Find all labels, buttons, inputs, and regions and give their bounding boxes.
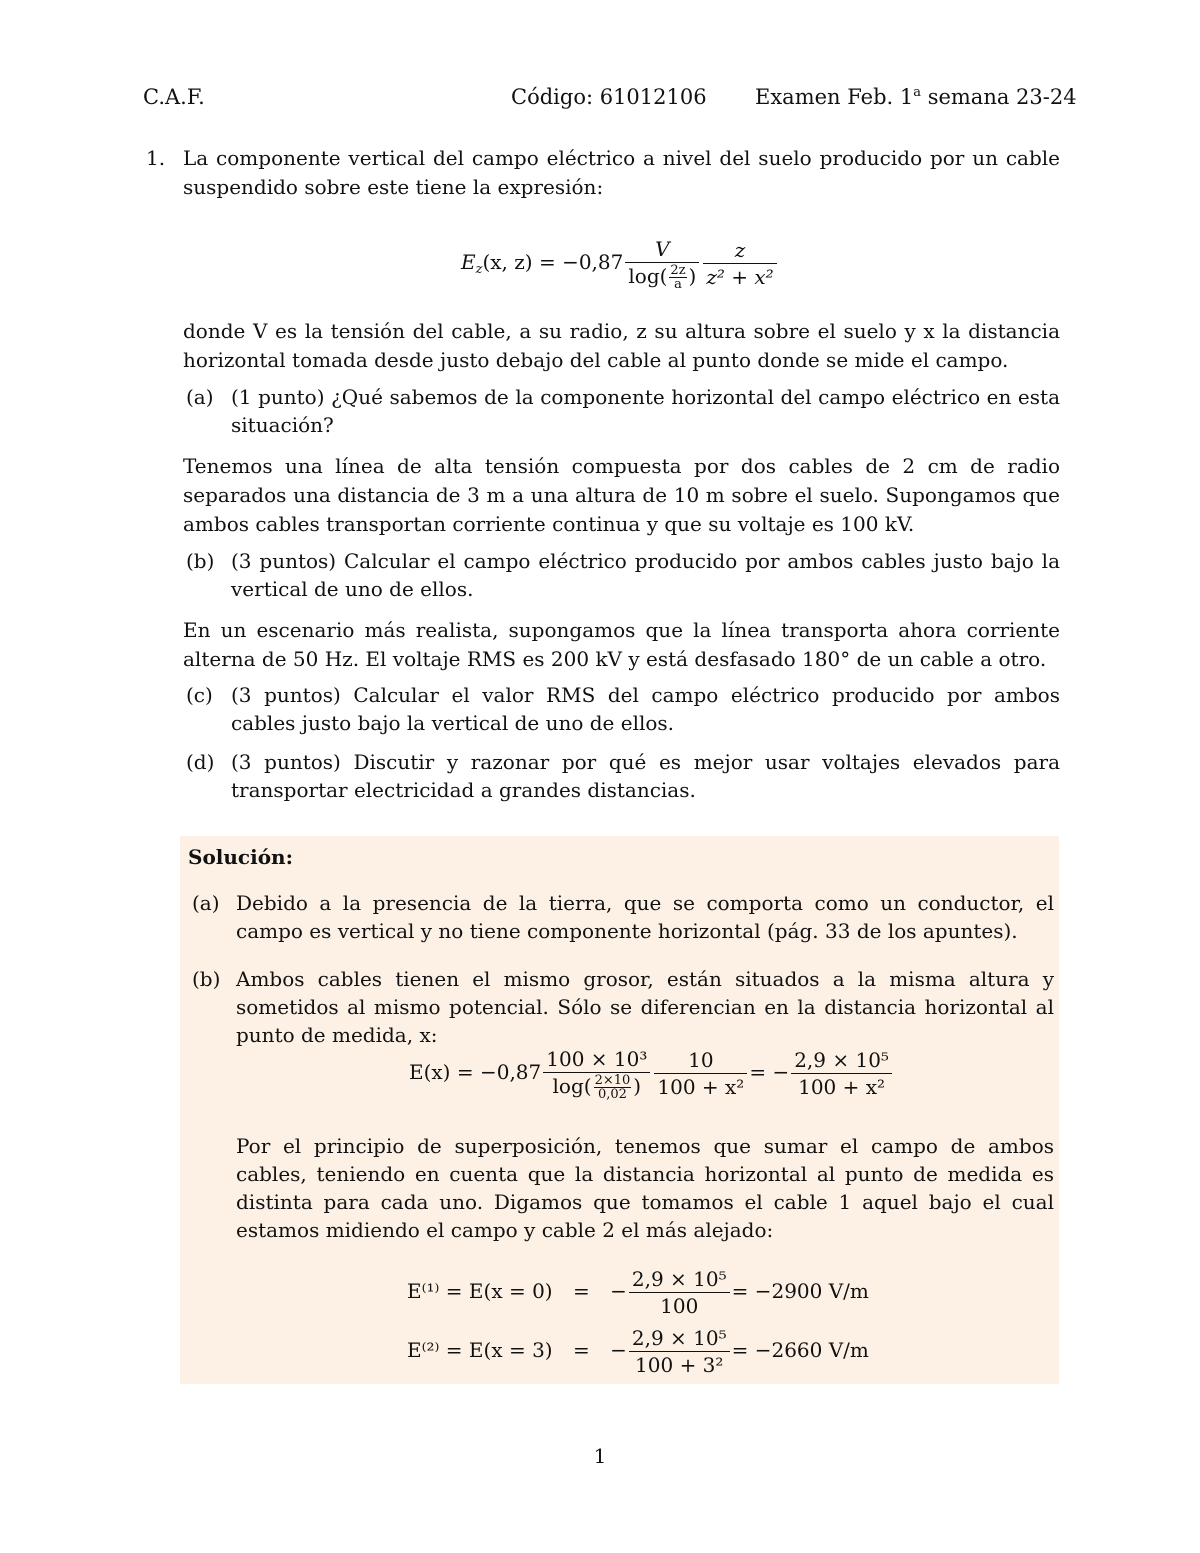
- eq1-mid: = −: [749, 1060, 790, 1084]
- eq1-num2: 10: [688, 1048, 714, 1072]
- header-exam-prefix: Examen Feb. 1: [755, 85, 914, 109]
- part-d: [183, 748, 1060, 804]
- eq1-den1-log: log(: [552, 1074, 592, 1098]
- eq3-lhs: E⁽²⁾ = E(x = 3): [407, 1338, 553, 1362]
- part-b-text: (3 puntos) Calcular el campo eléctrico producido por ambos cables justo bajo la vertical de uno de ellos.: [231, 549, 1060, 601]
- eq2-num: 2,9 × 10⁵: [631, 1267, 727, 1291]
- formula-den1-small-num: 2z: [670, 263, 686, 278]
- eq1-den3: 100 + x²: [791, 1073, 892, 1100]
- part-b: [183, 547, 1060, 603]
- eq3-result: = −2660 V/m: [731, 1338, 869, 1362]
- eq2-minus: −: [610, 1279, 627, 1303]
- formula-num1: V: [655, 237, 670, 261]
- eq2-fraction: [629, 1266, 730, 1319]
- part-a-text: (1 punto) ¿Qué sabemos de la componente horizontal del campo eléctrico en esta situación?: [231, 385, 1060, 437]
- eq1-fraction-2: [654, 1047, 747, 1100]
- eq2-lhs: E⁽¹⁾ = E(x = 0): [407, 1279, 553, 1303]
- eq3-fraction: [629, 1325, 730, 1378]
- solution-b: [190, 965, 1054, 1049]
- solution-a: [190, 889, 1054, 945]
- solution-title: Solución:: [188, 845, 293, 869]
- solution-b-text: Ambos cables tienen el mismo grosor, están situados a la misma altura y sometidos al mismo potencial. Sólo se diferencian en la distancia horizontal al punto de medida, x:: [236, 967, 1054, 1047]
- eq2-result: = −2900 V/m: [731, 1279, 869, 1303]
- formula-E-sub: z: [475, 262, 483, 277]
- eq1-lhs: E(x) = −0,87: [409, 1060, 542, 1084]
- solution-a-label: (a): [192, 891, 220, 915]
- part-b-label: (b): [186, 549, 215, 573]
- eq1-den1-small-den: 0,02: [594, 1087, 632, 1101]
- solution-equation-1: [409, 1046, 894, 1101]
- solution-superposition: Por el principio de superposición, tenemos que sumar el campo de ambos cables, teniendo en cuenta que la distancia horizontal al punto de medida es distinta para cada uno. Digamos que tomamos el cable 1 aquel bajo el cual estamos midiendo el campo y cable 2 el más alejado:: [236, 1134, 1054, 1242]
- formula-den1-log: log(: [628, 264, 668, 288]
- formula-E: E: [461, 250, 476, 274]
- header-exam-sup: a: [913, 85, 922, 100]
- eq3-eq: =: [572, 1338, 590, 1362]
- formula-fraction-1: [625, 236, 699, 291]
- header-course: C.A.F.: [143, 85, 205, 109]
- eq1-num1: 100 × 10³: [546, 1047, 648, 1071]
- eq2-eq: =: [572, 1279, 590, 1303]
- formula-den1-close: ): [688, 264, 697, 288]
- part-a-label: (a): [186, 385, 214, 409]
- scenario-dc: Tenemos una línea de alta tensión compuesta por dos cables de 2 cm de radio separados una distancia de 3 m a una altura de 10 m sobre el suelo. Supongamos que ambos cables transportan corriente continua y que su voltaje es 100 kV.: [183, 454, 1060, 536]
- formula-den2: z² + x²: [706, 265, 774, 289]
- formula-den1-small: [669, 264, 686, 291]
- eq1-fraction-3: [791, 1047, 892, 1100]
- header-exam: [755, 84, 1077, 110]
- solution-b-label: (b): [192, 967, 221, 991]
- eq3-num: 2,9 × 10⁵: [631, 1326, 727, 1350]
- field-formula: [461, 236, 779, 291]
- solution-a-text: Debido a la presencia de la tierra, que se comporta como un conductor, el campo es vertical y no tiene componente horizontal (pág. 33 de los apuntes).: [236, 891, 1054, 943]
- header-exam-suffix: semana 23-24: [921, 85, 1077, 109]
- formula-num2: z: [734, 238, 746, 262]
- scenario-ac: En un escenario más realista, supongamos que la línea transporta ahora corriente alterna de 50 Hz. El voltaje RMS es 200 kV y está desfasado 180° de un cable a otro.: [183, 618, 1060, 671]
- eq1-den1-small-num: 2×10: [594, 1073, 631, 1088]
- question-definition: donde V es la tensión del cable, a su radio, z su altura sobre el suelo y x la distancia horizontal tomada desde justo debajo del cable al punto donde se mide el campo.: [183, 319, 1060, 372]
- header-code: Código: 61012106: [511, 85, 707, 109]
- formula-args: (x, z) = −0,87: [482, 250, 624, 274]
- solution-equation-3: [407, 1325, 869, 1378]
- part-d-text: (3 puntos) Discutir y razonar por qué es mejor usar voltajes elevados para transportar electricidad a grandes distancias.: [231, 750, 1060, 802]
- page-number: 1: [593, 1444, 607, 1468]
- question-intro: La componente vertical del campo eléctrico a nivel del suelo producido por un cable suspendido sobre este tiene la expresión:: [183, 146, 1060, 199]
- part-a: [183, 383, 1060, 439]
- eq3-den: 100 + 3²: [629, 1351, 730, 1378]
- eq1-den1-close: ): [633, 1074, 642, 1098]
- eq1-num3: 2,9 × 10⁵: [794, 1048, 889, 1072]
- part-c-text: (3 puntos) Calcular el valor RMS del campo eléctrico producido por ambos cables justo bajo la vertical de uno de ellos.: [231, 683, 1060, 735]
- eq2-den: 100: [629, 1292, 730, 1319]
- part-c: [183, 681, 1060, 737]
- part-c-label: (c): [186, 683, 213, 707]
- part-d-label: (d): [186, 750, 215, 774]
- formula-fraction-2: [703, 237, 776, 290]
- question-number: 1.: [146, 146, 166, 170]
- formula-den1-small-den: a: [669, 277, 686, 291]
- solution-equation-2: [407, 1266, 869, 1319]
- eq1-den1-small: [594, 1074, 632, 1101]
- eq1-fraction-1: [543, 1046, 650, 1101]
- eq3-minus: −: [610, 1338, 627, 1362]
- eq1-den2: 100 + x²: [654, 1073, 747, 1100]
